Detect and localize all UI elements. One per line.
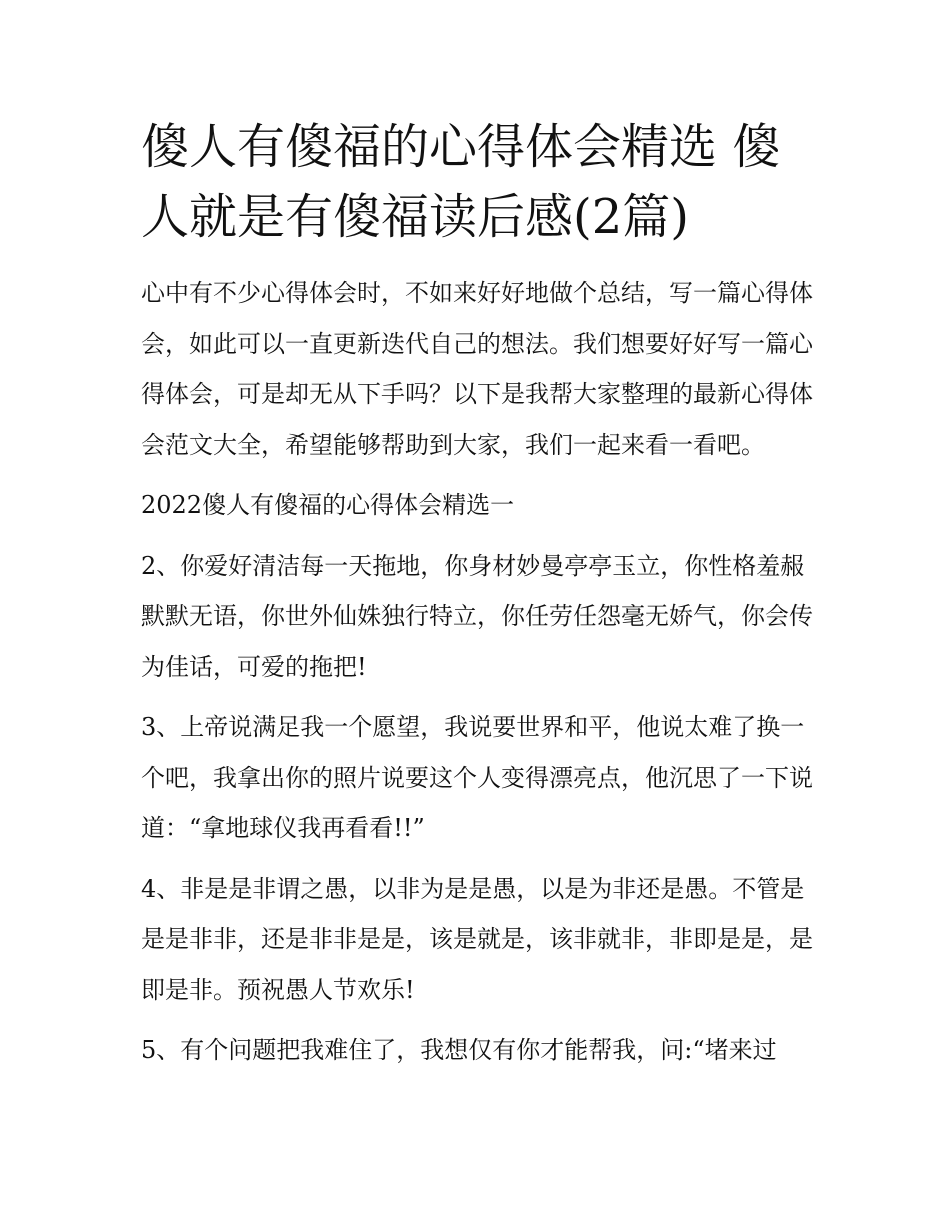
intro-paragraph: 心中有不少心得体会时，不如来好好地做个总结，写一篇心得体会，如此可以一直更新迭代自己的想法。我们想要好好写一篇心得体会，可是却无从下手吗？以下是我帮大家整理的最新心得体会范文大全，希望能够帮助到大家，我们一起来看一看吧。 <box>141 279 813 459</box>
list-item: 3、上帝说满足我一个愿望，我说要世界和平，他说太难了换一个吧，我拿出你的照片说要这个人变得漂亮点，他沉思了一下说道：“拿地球仪我再看看!!” <box>141 713 813 842</box>
list-item: 5、有个问题把我难住了，我想仅有你才能帮我，问:“堵来过 <box>141 1036 777 1064</box>
document-title: 傻人有傻福的心得体会精选 傻人就是有傻福读后感(2篇) <box>141 119 781 245</box>
document-body <box>141 112 813 1076</box>
list-item: 2、你爱好清洁每一天拖地，你身材妙曼亭亭玉立，你性格羞赧默默无语，你世外仙姝独行特立，你任劳任怨毫无娇气，你会传为佳话，可爱的拖把! <box>141 551 813 681</box>
section-heading: 2022傻人有傻福的心得体会精选一 <box>141 491 515 519</box>
list-item: 4、非是是非谓之愚，以非为是是愚，以是为非还是愚。不管是是是非非，还是非非是是，该是就是，该非就非，非即是是，是即是非。预祝愚人节欢乐! <box>141 874 813 1004</box>
